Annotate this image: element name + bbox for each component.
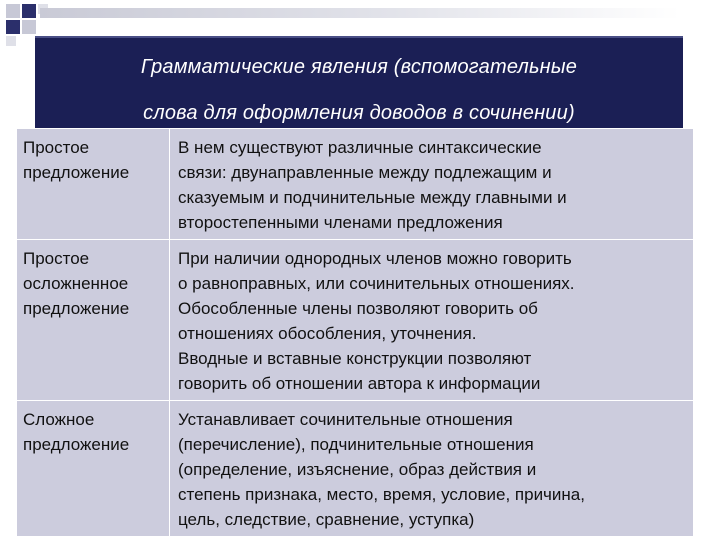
table-row [17,240,694,401]
table-row [17,129,694,240]
term-text: Простое предложение [23,138,130,182]
slide-title-line-2: слова для оформления доводов в сочинении) [143,102,575,124]
term-cell [17,401,170,537]
top-gradient-bar [40,8,680,18]
decor-square [6,4,20,18]
description-text: При наличии однородных членов можно говорить о равноправных, или сочинительных отношениях. Обособленные члены позволяют говорить об отношениях обособления, уточнения. Вводные и вставные конструкции позволяют говорить об отношении автора к информации [178,249,575,393]
description-cell [170,401,694,537]
slide-title-line-1: Грамматические явления (вспомогательные [140,56,578,78]
description-cell [170,129,694,240]
decor-square [22,4,36,18]
term-cell [17,240,170,401]
decor-square [22,20,36,34]
term-text: Сложное предложение [23,410,130,454]
description-text: Устанавливает сочинительные отношения (перечисление), подчинительные отношения (определение, изъяснение, образ действия и степень признака, место, время, условие, причина, цель, следствие, сравнение, уступка) [178,410,585,529]
table-row [17,401,694,537]
grammar-table [16,128,694,537]
term-cell [17,129,170,240]
description-cell [170,240,694,401]
description-text: В нем существуют различные синтаксические связи: двунаправленные между подлежащим и сказуемым и подчинительные между главными и второстепенными членами предложения [178,138,567,232]
term-text: Простое осложненное предложение [23,249,130,318]
decor-square [6,36,16,46]
decor-square [6,20,20,34]
slide-title-box [35,36,683,130]
